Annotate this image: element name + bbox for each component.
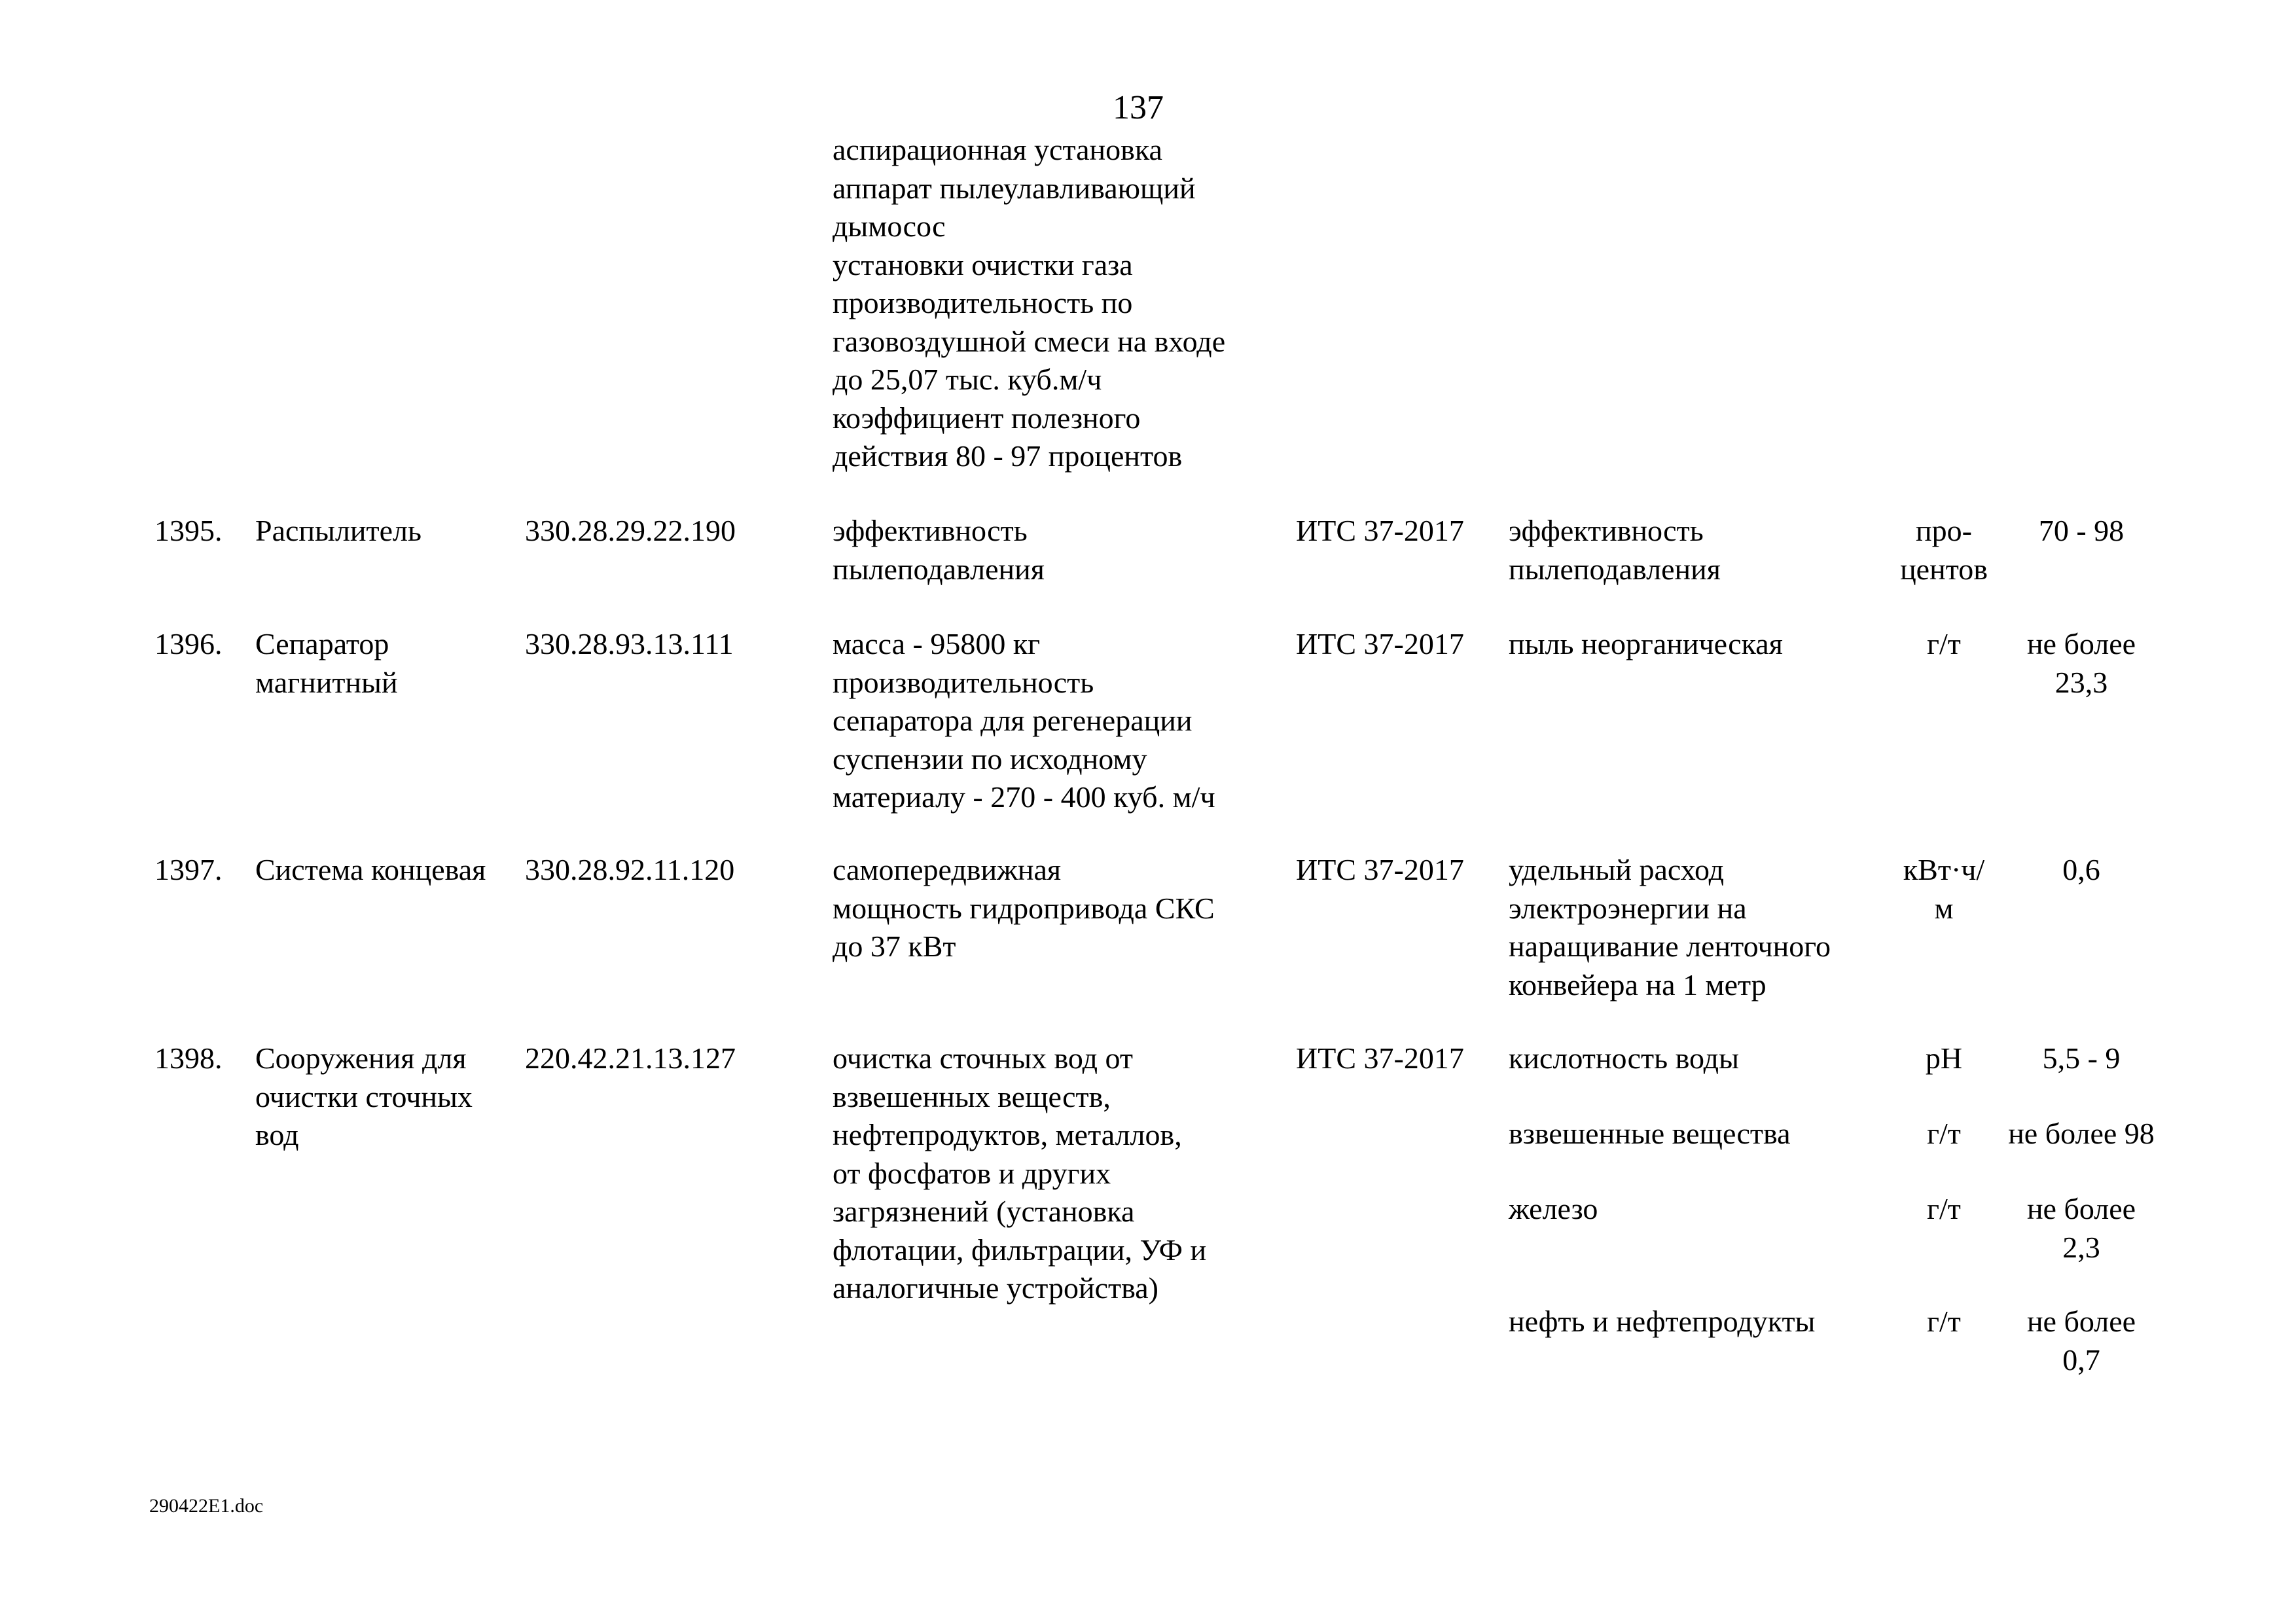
indicator-name — [1509, 1190, 1598, 1229]
continuation-line: до 25,07 тыс. куб.м/ч — [833, 363, 1102, 396]
unit-line: центов — [1900, 552, 1988, 586]
standard-reference: ИТС 37-2017 — [1296, 627, 1464, 660]
unit-line: г/т — [1927, 1305, 1961, 1338]
value-line: 0,6 — [2062, 853, 2100, 886]
value-line: 2,3 — [2062, 1230, 2100, 1264]
indicator-value — [1983, 1039, 2179, 1078]
equipment-name — [255, 851, 486, 890]
indicator-line: эффективность — [1509, 514, 1704, 547]
indicator-value — [1983, 512, 2179, 550]
indicator-value — [1983, 625, 2179, 702]
okpd-code: 330.28.92.11.120 — [525, 853, 735, 886]
equipment-name-line: Распылитель — [255, 514, 422, 547]
row-number: 1396. — [154, 627, 223, 660]
equipment-name-line: Система концевая — [255, 853, 486, 886]
indicator-line: пыль неорганическая — [1509, 627, 1783, 660]
indicator-line: взвешенные вещества — [1509, 1117, 1791, 1150]
unit-line: про- — [1916, 514, 1972, 547]
standard-reference: ИТС 37-2017 — [1296, 1041, 1464, 1075]
description-line: масса - 95800 кг — [833, 627, 1041, 660]
indicator-name — [1509, 1115, 1791, 1153]
indicator-line: конвейера на 1 метр — [1509, 967, 1767, 1001]
indicator-name — [1509, 1303, 1815, 1341]
indicator-name — [1509, 851, 1831, 1004]
continuation-description — [833, 131, 1225, 476]
description-line: очистка сточных вод от — [833, 1041, 1134, 1075]
description-line: до 37 кВт — [833, 929, 956, 963]
description-line: сепаратора для регенерации — [833, 704, 1193, 737]
description-line: производительность — [833, 665, 1094, 699]
okpd-code: 220.42.21.13.127 — [525, 1041, 736, 1075]
equipment-name-line: вод — [255, 1118, 299, 1151]
unit-line: г/т — [1927, 627, 1961, 660]
continuation-line: аспирационная установка — [833, 133, 1162, 166]
description-line: суспензии по исходному — [833, 742, 1147, 776]
indicator-line: пылеподавления — [1509, 552, 1721, 586]
indicator-line: железо — [1509, 1192, 1598, 1225]
value-line: 23,3 — [2054, 665, 2108, 699]
standard-reference: ИТС 37-2017 — [1296, 514, 1464, 547]
equipment-description — [833, 512, 1045, 588]
indicator-line: кислотность воды — [1509, 1041, 1739, 1075]
unit-line: г/т — [1927, 1192, 1961, 1225]
standard-reference: ИТС 37-2017 — [1296, 853, 1464, 886]
description-line: нефтепродуктов, металлов, — [833, 1118, 1182, 1151]
continuation-line: дымосос — [833, 209, 946, 243]
unit-line: кВт·ч/ — [1903, 853, 1985, 886]
value-line: 0,7 — [2062, 1343, 2100, 1377]
continuation-line: действия 80 - 97 процентов — [833, 439, 1183, 473]
unit-line: г/т — [1927, 1117, 1961, 1150]
equipment-name — [255, 512, 422, 550]
unit-line: м — [1934, 891, 1954, 925]
continuation-line: установки очистки газа — [833, 247, 1133, 281]
indicator-value — [1983, 851, 2179, 890]
value-line: не более — [2026, 1192, 2136, 1225]
continuation-line: газовоздушной смеси на входе — [833, 324, 1226, 358]
description-line: пылеподавления — [833, 552, 1045, 586]
description-line: самопередвижная — [833, 853, 1062, 886]
value-line: не более 98 — [2008, 1117, 2155, 1150]
description-line: эффективность — [833, 514, 1028, 547]
description-line: флотации, фильтрации, УФ и — [833, 1233, 1207, 1267]
row-number: 1397. — [154, 853, 223, 886]
description-line: взвешенных веществ, — [833, 1079, 1111, 1113]
indicator-name — [1509, 1039, 1739, 1078]
equipment-description — [833, 851, 1215, 966]
indicator-line: электроэнергии на — [1509, 891, 1747, 925]
row-number: 1395. — [154, 514, 223, 547]
row-number: 1398. — [154, 1041, 223, 1075]
page-number: 137 — [1113, 89, 1164, 126]
value-line: не более — [2026, 627, 2136, 660]
indicator-line: нефть и нефтепродукты — [1509, 1305, 1816, 1338]
equipment-name — [255, 625, 398, 702]
continuation-line: производительность по — [833, 286, 1133, 319]
indicator-line: наращивание ленточного — [1509, 929, 1831, 963]
okpd-code: 330.28.29.22.190 — [525, 514, 736, 547]
equipment-description — [833, 1039, 1206, 1308]
value-line: 5,5 - 9 — [2042, 1041, 2121, 1075]
equipment-name-line: Сооружения для — [255, 1041, 467, 1075]
description-line: материалу - 270 - 400 куб. м/ч — [833, 780, 1215, 814]
unit-line: pH — [1925, 1041, 1963, 1075]
okpd-code: 330.28.93.13.111 — [525, 627, 734, 660]
indicator-value — [1983, 1303, 2179, 1379]
document-filename: 290422E1.doc — [149, 1495, 264, 1517]
indicator-line: удельный расход — [1509, 853, 1725, 886]
indicator-name — [1509, 512, 1721, 588]
equipment-description — [833, 625, 1215, 817]
continuation-line: аппарат пылеулавливающий — [833, 171, 1196, 205]
value-line: 70 - 98 — [2038, 514, 2125, 547]
equipment-name-line: очистки сточных — [255, 1079, 473, 1113]
description-line: от фосфатов и других — [833, 1156, 1111, 1190]
equipment-name-line: магнитный — [255, 665, 398, 699]
description-line: мощность гидропривода СКС — [833, 891, 1215, 925]
description-line: загрязнений (установка — [833, 1195, 1135, 1228]
equipment-name — [255, 1039, 473, 1155]
equipment-name-line: Сепаратор — [255, 627, 389, 660]
indicator-value — [1983, 1115, 2179, 1153]
continuation-line: коэффициент полезного — [833, 401, 1141, 435]
value-line: не более — [2026, 1305, 2136, 1338]
description-line: аналогичные устройства) — [833, 1271, 1158, 1305]
indicator-name — [1509, 625, 1783, 664]
indicator-value — [1983, 1190, 2179, 1267]
